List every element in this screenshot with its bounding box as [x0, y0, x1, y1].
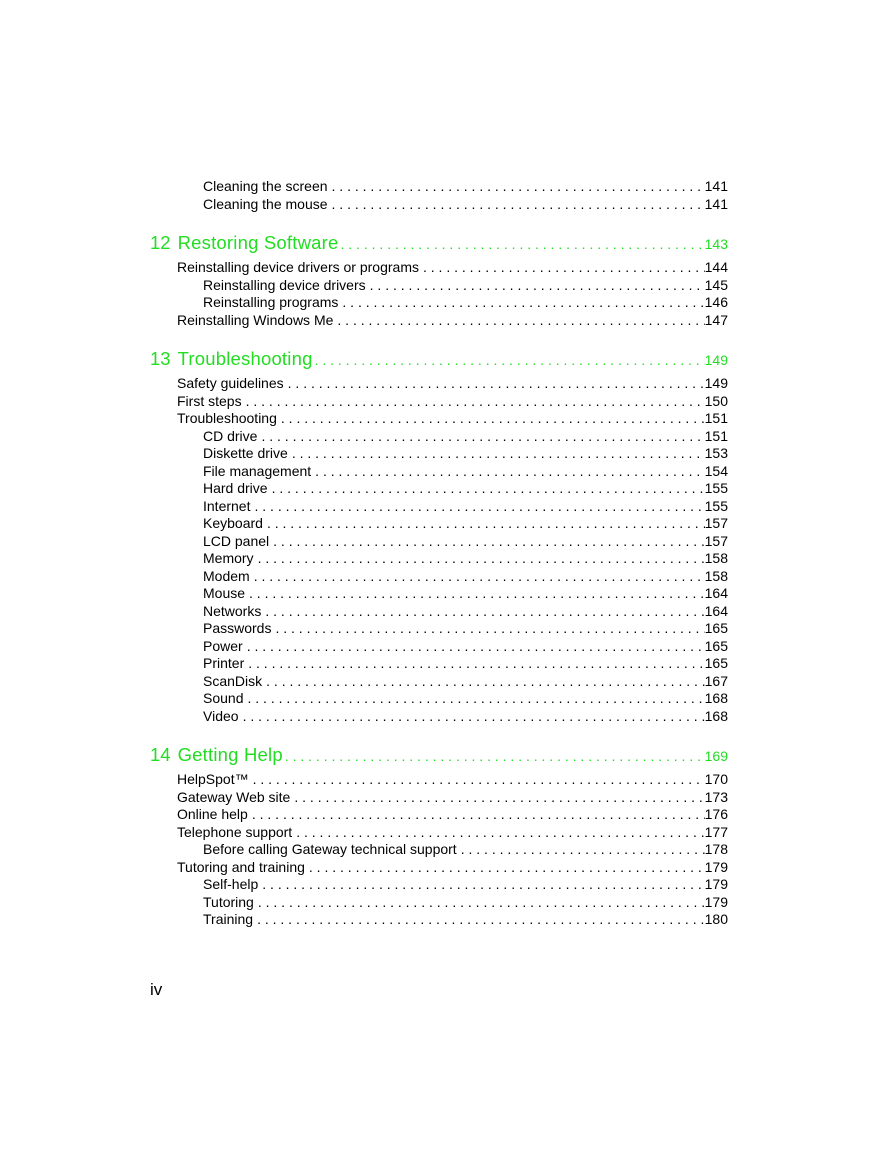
toc-entry-label: Reinstalling Windows Me — [177, 311, 334, 328]
dot-leader — [246, 393, 705, 411]
dot-leader — [252, 806, 705, 824]
dot-leader — [257, 911, 705, 929]
toc-entry[interactable] — [150, 638, 728, 656]
toc-entry[interactable] — [150, 894, 728, 912]
toc-entry-label: Gateway Web site — [177, 788, 291, 805]
toc-entry[interactable] — [150, 259, 728, 277]
toc-entry-page: 178 — [704, 841, 728, 857]
toc-entry-label: Diskette drive — [203, 445, 288, 461]
toc-entry[interactable] — [150, 480, 728, 498]
toc-entry-label: Mouse — [203, 585, 246, 601]
toc-entry-page: 151 — [704, 427, 728, 444]
dot-leader — [341, 236, 705, 252]
toc-entry-cleaning-screen[interactable] — [150, 178, 728, 196]
toc-entry-label: Telephone support — [177, 823, 293, 840]
toc-entry-label: Networks — [203, 602, 262, 619]
toc-entry[interactable] — [150, 550, 728, 568]
toc-entry-label: Self-help — [203, 876, 259, 892]
dot-leader — [253, 771, 705, 789]
toc-entry-page: 165 — [704, 620, 728, 636]
toc-entry-page: 170 — [704, 771, 728, 787]
toc-entry-label: Cleaning the mouse — [203, 195, 328, 212]
dot-leader — [370, 277, 705, 295]
dot-leader — [309, 859, 705, 877]
dot-leader — [423, 259, 705, 277]
toc-entry-page: 165 — [704, 655, 728, 671]
toc-entry-label: Reinstalling programs — [203, 294, 339, 310]
toc-entry-page: 141 — [704, 178, 728, 194]
toc-entry-label: Reinstalling device drivers — [203, 276, 366, 293]
toc-entry-page: 157 — [704, 515, 728, 531]
toc-entry[interactable] — [150, 824, 728, 842]
dot-leader — [296, 824, 704, 842]
toc-entry[interactable] — [150, 294, 728, 312]
toc-entry[interactable] — [150, 911, 728, 929]
dot-leader — [247, 638, 705, 656]
toc-entry-page: 149 — [704, 375, 728, 391]
toc-entry-label: HelpSpot™ — [177, 771, 249, 787]
toc-entry-page: 168 — [704, 690, 728, 706]
toc-entry-label: Sound — [203, 690, 244, 706]
toc-entry[interactable] — [150, 841, 728, 859]
dot-leader — [261, 428, 704, 446]
dot-leader — [249, 585, 705, 603]
toc-entry-label: Power — [203, 637, 243, 654]
toc-entry-label: Memory — [203, 550, 254, 566]
toc-entry[interactable] — [150, 806, 728, 824]
toc-entry-label: Online help — [177, 806, 248, 822]
toc-entry-page: 145 — [704, 276, 728, 293]
dot-leader — [288, 375, 705, 393]
toc-entry-label: LCD panel — [203, 532, 270, 549]
dot-leader — [262, 876, 704, 894]
toc-entry-label: Hard drive — [203, 480, 268, 496]
toc-entry-page: 150 — [704, 392, 728, 409]
toc-entry[interactable] — [150, 771, 728, 789]
toc-entry-page: 177 — [704, 823, 728, 840]
toc-entry[interactable] — [150, 393, 728, 411]
toc-entry[interactable] — [150, 673, 728, 691]
toc-entry-page: 179 — [704, 893, 728, 910]
toc-entry[interactable] — [150, 445, 728, 463]
toc-entry[interactable] — [150, 568, 728, 586]
toc-entry-label: Tutoring — [203, 893, 254, 910]
toc-entry-label: File management — [203, 462, 312, 479]
chapter-entries — [150, 375, 728, 725]
toc-entry[interactable] — [150, 410, 728, 428]
dot-leader — [315, 463, 704, 481]
toc-entry-page: 179 — [704, 876, 728, 892]
toc-entry[interactable] — [150, 277, 728, 295]
toc-entry-label: Safety guidelines — [177, 375, 284, 391]
toc-entry-page: 180 — [704, 911, 728, 927]
toc-entry-page: 176 — [704, 806, 728, 822]
toc-entry-page: 155 — [704, 497, 728, 514]
toc-entry-label: Before calling Gateway technical support — [203, 841, 457, 857]
toc-entry-label: Modem — [203, 567, 250, 584]
toc-entry[interactable] — [150, 312, 728, 330]
dot-leader — [265, 603, 704, 621]
chapter-heading-12[interactable] — [150, 232, 728, 256]
toc-entry[interactable] — [150, 498, 728, 516]
chapter-title: Restoring Software — [177, 232, 339, 253]
toc-entry-label: Troubleshooting — [177, 410, 277, 426]
toc-entry-label: Reinstalling device drivers or programs — [177, 259, 419, 275]
toc-entry-page: 155 — [704, 480, 728, 496]
toc-entry-label: Printer — [203, 655, 245, 671]
toc-entry-label: Tutoring and training — [177, 858, 305, 875]
dot-leader — [292, 445, 705, 463]
toc-entry-label: Passwords — [203, 620, 272, 636]
dot-leader — [267, 515, 705, 533]
toc-entry[interactable] — [150, 463, 728, 481]
chapter-number: 12 — [150, 232, 171, 253]
toc-entry[interactable] — [150, 585, 728, 603]
dot-leader — [285, 748, 705, 764]
chapter-entries — [150, 771, 728, 929]
dot-leader — [273, 533, 704, 551]
toc-entry-page: 165 — [704, 637, 728, 654]
dot-leader — [272, 480, 705, 498]
toc-entry[interactable] — [150, 859, 728, 877]
table-of-contents — [150, 178, 728, 929]
toc-entry-label: First steps — [177, 392, 242, 409]
toc-entry[interactable] — [150, 690, 728, 708]
toc-entry-page: 141 — [704, 195, 728, 212]
dot-leader — [254, 498, 704, 516]
toc-entry-label: ScanDisk — [203, 672, 263, 689]
toc-entry-page: 151 — [704, 410, 728, 426]
toc-entry[interactable] — [150, 533, 728, 551]
dot-leader — [332, 178, 705, 196]
chapter-page: 169 — [704, 748, 728, 764]
toc-entry[interactable] — [150, 708, 728, 726]
dot-leader — [342, 294, 704, 312]
dot-leader — [294, 789, 704, 807]
dot-leader — [337, 312, 704, 330]
toc-entry[interactable] — [150, 375, 728, 393]
dot-leader — [254, 568, 705, 586]
toc-entry-label: Internet — [203, 497, 251, 514]
toc-entry-page: 157 — [704, 532, 728, 549]
dot-leader — [461, 841, 705, 859]
toc-entry-page: 173 — [704, 788, 728, 805]
toc-entry-page: 168 — [704, 707, 728, 724]
toc-entry[interactable] — [150, 428, 728, 446]
toc-entry-cleaning-mouse[interactable] — [150, 196, 728, 214]
dot-leader — [332, 196, 705, 214]
dot-leader — [247, 690, 704, 708]
toc-entry[interactable] — [150, 620, 728, 638]
toc-entry[interactable] — [150, 515, 728, 533]
chapter-page: 143 — [704, 236, 728, 252]
toc-entry-page: 154 — [704, 462, 728, 479]
toc-entry-page: 146 — [704, 294, 728, 310]
chapter-heading-14[interactable] — [150, 744, 728, 768]
dot-leader — [258, 550, 705, 568]
toc-entry-page: 147 — [704, 311, 728, 328]
toc-entry-page: 164 — [704, 602, 728, 619]
toc-entry-page: 144 — [704, 259, 728, 275]
toc-entry-label: CD drive — [203, 427, 258, 444]
chapter-page: 149 — [704, 352, 728, 368]
toc-entry[interactable] — [150, 876, 728, 894]
toc-entry[interactable] — [150, 603, 728, 621]
toc-entry-label: Keyboard — [203, 515, 263, 531]
toc-entry-label: Video — [203, 707, 239, 724]
toc-entry-label: Cleaning the screen — [203, 178, 328, 194]
toc-entry[interactable] — [150, 789, 728, 807]
toc-entry-page: 164 — [704, 585, 728, 601]
toc-entry-page: 179 — [704, 858, 728, 875]
chapter-number: 13 — [150, 348, 171, 369]
chapter-number: 14 — [150, 744, 171, 765]
chapter-title: Troubleshooting — [177, 348, 313, 369]
dot-leader — [243, 708, 705, 726]
chapter-title: Getting Help — [177, 744, 283, 765]
dot-leader — [258, 894, 705, 912]
chapter-entries — [150, 259, 728, 329]
toc-entry-page: 158 — [704, 567, 728, 584]
chapter-heading-13[interactable] — [150, 348, 728, 372]
toc-entry-page: 158 — [704, 550, 728, 566]
dot-leader — [281, 410, 705, 428]
dot-leader — [248, 655, 704, 673]
toc-entry-label: Training — [203, 911, 254, 927]
dot-leader — [266, 673, 705, 691]
toc-entry-page: 167 — [704, 672, 728, 689]
toc-entry-page: 153 — [704, 445, 728, 461]
dot-leader — [275, 620, 704, 638]
page-number: iv — [150, 980, 163, 999]
toc-entry[interactable] — [150, 655, 728, 673]
dot-leader — [315, 352, 705, 368]
